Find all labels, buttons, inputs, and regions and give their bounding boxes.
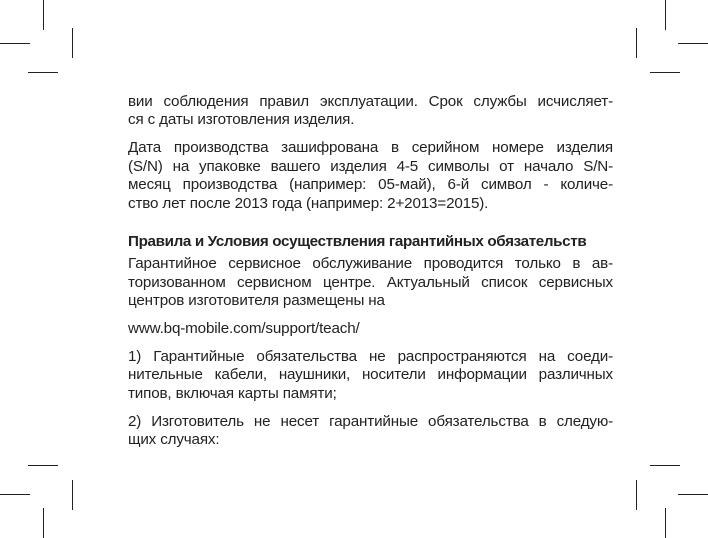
paragraph-service-life [128,93,613,130]
text-line: 2) Изготовитель не несет гарантийные обязательства в следую- [128,412,613,430]
crop-mark [43,508,44,538]
crop-mark [43,0,44,30]
crop-mark [665,508,666,538]
paragraph-url [128,320,613,338]
text-line: торизованном сервисном центре. Актуальный список сервисных [128,273,613,291]
text-line: Дата производства зашифрована в серийном номере изделия [128,139,613,157]
paragraph-production-date [128,139,613,213]
support-url: www.bq-mobile.com/support/teach/ [128,320,360,338]
text-line: Гарантийное сервисное обслуживание проводится только в ав- [128,255,613,273]
crop-mark [636,28,637,58]
section-heading [128,233,613,251]
crop-mark [678,494,708,495]
heading-text: Правила и Условия осуществления гарантийных обязательств [128,232,587,250]
crop-mark [650,465,680,466]
crop-mark [665,0,666,30]
text-line: (S/N) на упаковке вашего изделия 4-5 символы от начало S/N- [128,157,613,175]
crop-mark [650,72,680,73]
text-line: нительные кабели, наушники, носители информации различных [128,366,613,384]
crop-mark [0,43,30,44]
crop-mark [0,494,30,495]
text-line: щих случаях: [128,431,220,449]
text-line: типов, включая карты памяти; [128,384,337,402]
text-line: ся с даты изготовления изделия. [128,111,355,129]
crop-mark [28,72,58,73]
text-line: центров изготовителя размещены на [128,292,385,310]
crop-mark [72,480,73,510]
text-line: вии соблюдения правил эксплуатации. Срок службы исчисляет- [128,93,613,110]
document-body [128,93,613,459]
text-line: ство лет после 2013 года (например: 2+2013=2015). [128,194,489,212]
crop-mark [28,465,58,466]
paragraph-rule-2 [128,413,613,450]
paragraph-rule-1 [128,348,613,403]
paragraph-service-centers [128,255,613,310]
crop-mark [678,43,708,44]
text-line: 1) Гарантийные обязательства не распространяются на соеди- [128,347,613,365]
crop-mark [636,480,637,510]
crop-mark [72,28,73,58]
text-line: месяц производства (например: 05-май), 6-й символ - количе- [128,176,613,194]
